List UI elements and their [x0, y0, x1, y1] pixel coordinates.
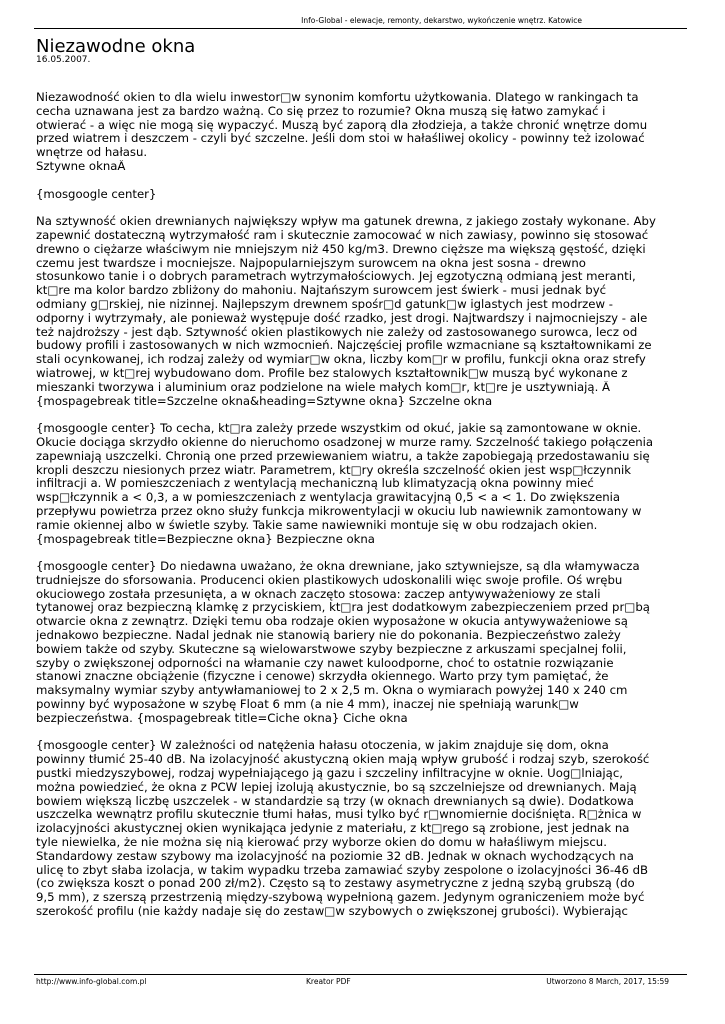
body-line: 9,5 mm), z szerszą przestrzenią między-szybową wypełnioną gazem. Jedynym ograniczeniem może być	[36, 891, 645, 905]
body-line: powinny tłumić 25-40 dB. Na izolacyjność akustyczną okien mają wpływ grubość i rodzaj szyb, szerokość	[36, 753, 650, 767]
article-body	[36, 91, 690, 919]
body-line: cecha uznawana jest za bardzo ważną. Co się przez to rozumie? Okna muszą się łatwo zamykać i	[36, 104, 606, 118]
body-line: Niezawodność okien to dla wielu inwestor□w synonim komfortu użytkowania. Dlatego w rankingach ta	[36, 91, 639, 104]
body-line: szyby o zwiększonej odporności na włamanie czy nawet kuloodporne, choć to ostatnie rozwiązanie	[36, 656, 614, 670]
body-line: też najdroższy - jest dąb. Sztywność okien plastikowych nie zależy od zastosowanego surowca, lecz od	[36, 325, 638, 339]
body-line: (co zwiększa koszt o ponad 200 zł/m2). Często są to zestawy asymetryczne z jedną szybą grubszą (do	[36, 877, 635, 891]
body-line: wnętrze od hałasu.	[36, 146, 148, 160]
body-line: otwierać - a więc nie mogą się wypaczyć. Muszą być zaporą dla złodzieja, a także chronić wnętrze domu	[36, 118, 648, 132]
body-line: czemu jest twardsze i mocniejsze. Najpopularniejszym surowcem na okna jest sosna - drewno	[36, 256, 586, 270]
body-line: Na sztywność okien drewnianych największy wpływ ma gatunek drewna, z jakiego zostały wykonane. Aby	[36, 215, 656, 229]
body-line: zapewniają uszczelki. Chronią one przed przewiewaniem wiatru, a także zapobiegają przedostawaniu się	[36, 449, 650, 463]
blank-line	[36, 201, 690, 215]
blank-line	[36, 546, 690, 560]
page-title: Niezawodne okna	[36, 36, 196, 57]
body-line: można powiedzieć, że okna z PCW lepiej izolują akustycznie, bo są szczelniejsze od drewnianych. Mają	[36, 780, 637, 794]
body-line: drewno o ciężarze właściwym nie mniejszym niż 450 kg/m3. Drewno cięższe ma większą gęstość, dzięki	[36, 242, 646, 256]
body-line: przed wiatrem i deszczem - czyli być szczelne. Jeśli dom stoi w hałaśliwej okolicy - powinny też izolować	[36, 132, 645, 146]
body-line: Sztywne oknaÂ	[36, 159, 126, 173]
running-header: Info-Global - elewacje, remonty, dekarstwo, wykończenie wnętrz. Katowice	[301, 16, 582, 25]
body-line: zapewnić dostateczną wytrzymałość ram i skutecznie zamocować w nich zawiasy, powinno się stosować	[36, 228, 649, 242]
body-line: pustki miedzyszybowej, rodzaj wypełniającego ją gazu i szczeliny infiltracyjne w oknie. Uog□lniając,	[36, 767, 623, 781]
body-line: {mosgoogle center}	[36, 187, 157, 201]
body-line: szerokość profilu (nie każdy nadaje się do zestaw□w szybowych o zwiększonej grubości). Wybierając	[36, 905, 628, 919]
body-line: Standardowy zestaw szybowy ma izolacyjność na poziomie 32 dB. Jednak w oknach wychodzących na	[36, 849, 634, 863]
body-line: infiltracji a. W pomieszczeniach z wentylacją mechaniczną lub klimatyzacją okna powinny mieć	[36, 477, 594, 491]
body-line: ramie okiennej albo w świetle szyby. Takie same nawiewniki montuje się w obu rodzajach okien.	[36, 518, 598, 532]
body-line: Okucie dociąga skrzydło okienne do nieruchomo osadzonej w murze ramy. Szczelność takiego połączenia	[36, 435, 654, 449]
body-line: okuciowego została przesunięta, a w oknach zaczęto stosowa: zaczep antywyważeniowy ze stali	[36, 587, 601, 601]
body-line: bezpieczeństwa. {mospagebreak title=Ciche okna} Ciche okna	[36, 711, 408, 725]
body-line: ulicę to zbyt słaba izolacja, w takim wypadku trzeba zamawiać szyby zespolone o izolacyjności 36-46 dB	[36, 863, 649, 877]
body-line: bowiem większą liczbę uszczelek - w standardzie są trzy (w oknach drewnianych są dwie). Dodatkowa	[36, 794, 634, 808]
body-line: jednakowo bezpieczne. Nadal jednak nie stanowią bariery nie do pokonania. Bezpieczeństwo zależy	[36, 629, 621, 643]
body-line: przepływu powietrza przez okno służy funkcja mikrowentylacji w okuciu lub nawiewnik zamontowany w	[36, 504, 642, 518]
body-line: wiatrowej, w kt□rej wybudowano dom. Profile bez stalowych kształtownik□w muszą być wykonane z	[36, 366, 628, 380]
body-line: {mospagebreak title=Szczelne okna&heading=Sztywne okna} Szczelne okna	[36, 394, 493, 408]
body-line: stosunkowo tanie i o dobrych parametrach wytrzymałościowych. Jej egzotyczną odmianą jest meranti,	[36, 270, 636, 284]
body-line: {mospagebreak title=Bezpieczne okna} Bezpieczne okna	[36, 532, 375, 546]
footer-created: Utworzono 8 March, 2017, 15:59	[546, 977, 669, 986]
body-line: tyle niewielka, że nie można się nią kierować przy wyborze okien do domu w hałaśliwym miejscu.	[36, 836, 607, 850]
body-line: kt□re ma kolor bardzo zbliżony do mahoniu. Najtańszym surowcem jest świerk - musi jednak być	[36, 284, 607, 298]
body-line: trudniejsze do sforsowania. Producenci okien plastikowych udoskonalili więc swoje profile. Oś wrębu	[36, 573, 623, 587]
footer-generator: Kreator PDF	[306, 977, 351, 986]
blank-line	[36, 408, 690, 422]
body-line: izolacyjności akustycznej okien wynikająca jedynie z materiału, z kt□rego są zrobione, jest jednak na	[36, 822, 630, 836]
body-line: powinny być wyposażone w szybę Float 6 mm (a nie 4 mm), inaczej nie spełniają warunk□w	[36, 698, 579, 712]
body-line: odmiany g□rskiej, nie nizinnej. Najlepszym drewnem spośr□d gatunk□w iglastych jest modrzew -	[36, 297, 613, 311]
body-line: tytanowej oraz bezpieczną klamkę z przyciskiem, kt□ra jest dodatkowym zabezpieczeniem przed pr□bą	[36, 601, 650, 615]
header-divider	[34, 28, 687, 29]
body-line: otwarcie okna z zewnątrz. Dzięki temu oba rodzaje okien wyposażone w okucia antywyważeniowe są	[36, 615, 628, 629]
body-line: uszczelka wewnątrz profilu skutecznie tłumi hałas, musi tylko być r□wnomiernie dociśnięta. R□żnica w	[36, 808, 642, 822]
body-line: {mosgoogle center} Do niedawna uważano, że okna drewniane, jako sztywniejsze, są dla włamywacza	[36, 560, 640, 574]
body-line: maksymalny wymiar szyby antywłamaniowej to 2 x 2,5 m. Okna o wymiarach powyżej 140 x 240 cm	[36, 684, 628, 698]
body-line: odporny i wytrzymały, ale ponieważ występuje dość rzadko, jest drogi. Najtwardszy i najmocniejszy - ale	[36, 311, 648, 325]
footer-divider	[34, 974, 687, 975]
body-line: stanowi znaczne obciążenie (fizyczne i cenowe) skrzydła okiennego. Warto przy tym pamiętać, że	[36, 670, 609, 684]
blank-line	[36, 174, 690, 188]
body-line: {mosgoogle center} To cecha, kt□ra zależy przede wszystkim od okuć, jakie są zamontowane w oknie.	[36, 422, 642, 436]
body-line: budowy profili i zastosowanych w nich wzmocnień. Najczęściej profile wzmacniane są kształtownikami ze	[36, 339, 652, 353]
blank-line	[36, 726, 690, 740]
body-line: mieszanki tworzywa i aluminium oraz podzielone na wiele małych kom□r, kt□re je usztywniają. Â	[36, 380, 611, 394]
body-line: stali ocynkowanej, ich rodzaj zależy od wymiar□w okna, liczby kom□r w profilu, funkcji okna oraz strefy	[36, 353, 646, 367]
body-line: bowiem także od szyby. Skuteczne są wielowarstwowe szyby bezpieczne z arkuszami specjalnej folii,	[36, 642, 627, 656]
footer-url: http://www.info-global.com.pl	[36, 977, 147, 986]
article-date: 16.05.2007.	[36, 55, 91, 65]
body-line: {mosgoogle center} W zależności od natężenia hałasu otoczenia, w jakim znajduje się dom, okna	[36, 739, 609, 753]
body-line: wsp□łczynnik a < 0,3, a w pomieszczeniach z wentylacja grawitacyjną 0,5 < a < 1. Do zwiększenia	[36, 491, 621, 505]
body-line: kropli deszczu niesionych przez wiatr. Parametrem, kt□ry określa szczelność okien jest wsp□łczynnik	[36, 463, 632, 477]
